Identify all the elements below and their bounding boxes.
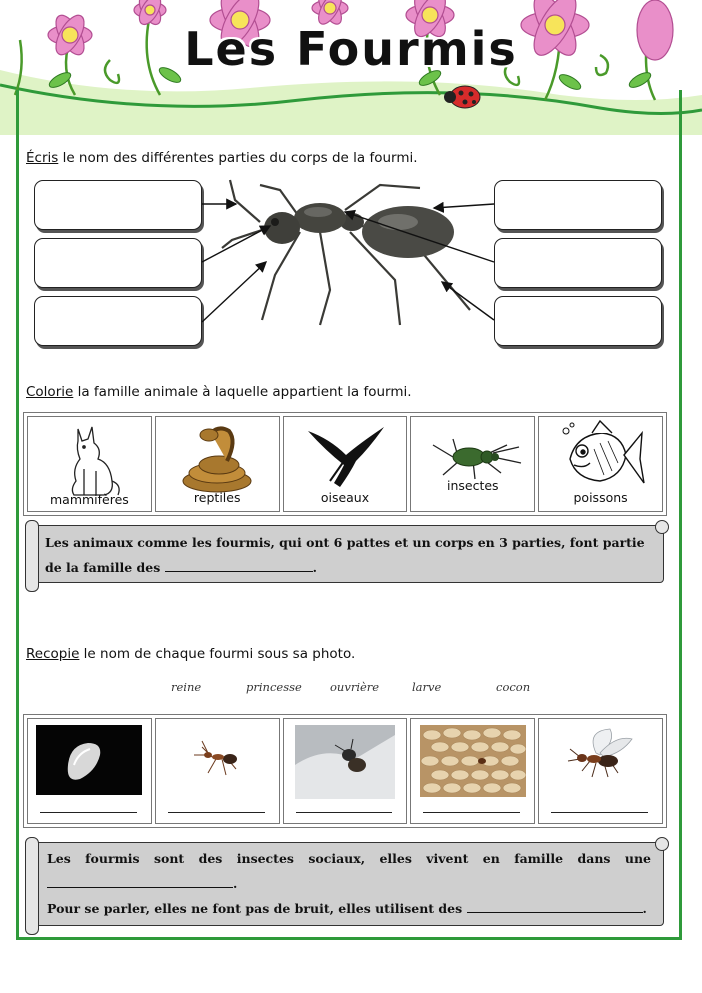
animal-label-insects: insectes (447, 478, 499, 493)
instruction-verb: Recopie (26, 646, 80, 662)
photo-cell-2[interactable] (155, 718, 280, 824)
answer-line-2[interactable] (168, 812, 265, 813)
fox-icon (54, 419, 124, 499)
banner-line-1: Les fourmis sont des insectes sociaux, elles vivent en famille dans une (47, 851, 651, 866)
animal-cell-reptiles[interactable] (155, 416, 280, 512)
banner-text: de la famille des (45, 560, 161, 575)
instruction-body-parts (26, 150, 418, 166)
instruction-animal-family (26, 384, 412, 400)
instruction-copy-names (26, 646, 355, 662)
animal-cell-birds[interactable] (283, 416, 408, 512)
instruction-verb: Colorie (26, 384, 74, 400)
instruction-verb: Écris (26, 150, 59, 166)
animal-label-mammals: mammifères (49, 492, 129, 507)
banner-punct: . (312, 560, 317, 575)
blank-family[interactable] (165, 557, 313, 572)
banner-line-2 (47, 871, 651, 896)
scroll-curl (655, 837, 669, 851)
photo-cell-5[interactable] (538, 718, 663, 824)
larva-photo (36, 725, 142, 795)
word-princesse: princesse (246, 680, 302, 694)
answer-line-5[interactable] (551, 812, 648, 813)
instruction-text: le nom de chaque fourmi sous sa photo. (79, 646, 356, 662)
princess-ant-photo (295, 725, 395, 799)
sentence-banner-family (30, 525, 664, 583)
ant-photo-table (23, 714, 667, 828)
animal-label-fish: poissons (573, 490, 628, 505)
word-reine: reine (171, 680, 202, 694)
animal-family-table (23, 412, 667, 516)
photo-cell-4[interactable] (410, 718, 535, 824)
instruction-text: le nom des différentes parties du corps de la fourmi. (58, 150, 418, 166)
cocoon-photo (420, 725, 526, 797)
animal-cell-fish[interactable] (538, 416, 663, 512)
banner-punct: . (233, 876, 238, 891)
worker-ant-photo (172, 725, 262, 795)
fish-icon (556, 419, 646, 494)
scroll-curl (655, 520, 669, 534)
scroll-roll (25, 520, 39, 592)
animal-label-reptiles: reptiles (193, 490, 241, 505)
photo-cell-3[interactable] (283, 718, 408, 824)
instruction-text: la famille animale à laquelle appartient la fourmi. (73, 384, 412, 400)
ant-body (264, 203, 454, 258)
banner-line-2 (45, 555, 651, 580)
page-title: Les Fourmis (184, 22, 518, 76)
blank-communication[interactable] (467, 898, 643, 913)
animal-cell-mammals[interactable] (27, 416, 152, 512)
word-larve: larve (412, 680, 442, 694)
word-ouvriere: ouvrière (330, 680, 380, 694)
ant-diagram (0, 170, 702, 370)
bird-icon (300, 421, 390, 496)
sentence-banner-social (30, 842, 664, 926)
scroll-roll (25, 837, 39, 935)
banner-punct: . (642, 901, 647, 916)
banner-line-3 (47, 896, 651, 921)
banner-line-1: Les animaux comme les fourmis, qui ont 6 pattes et un corps en 3 parties, font partie (45, 535, 645, 550)
answer-line-1[interactable] (40, 812, 137, 813)
answer-line-4[interactable] (423, 812, 520, 813)
snake-icon (177, 421, 257, 496)
animal-label-birds: oiseaux (320, 490, 370, 505)
banner-text: Pour se parler, elles ne font pas de bruit, elles utilisent des (47, 901, 463, 916)
photo-cell-1[interactable] (27, 718, 152, 824)
animal-cell-insects[interactable] (410, 416, 535, 512)
blank-home[interactable] (47, 873, 233, 888)
answer-line-3[interactable] (296, 812, 393, 813)
word-cocon: cocon (496, 680, 531, 694)
queen-ant-photo (556, 725, 646, 795)
